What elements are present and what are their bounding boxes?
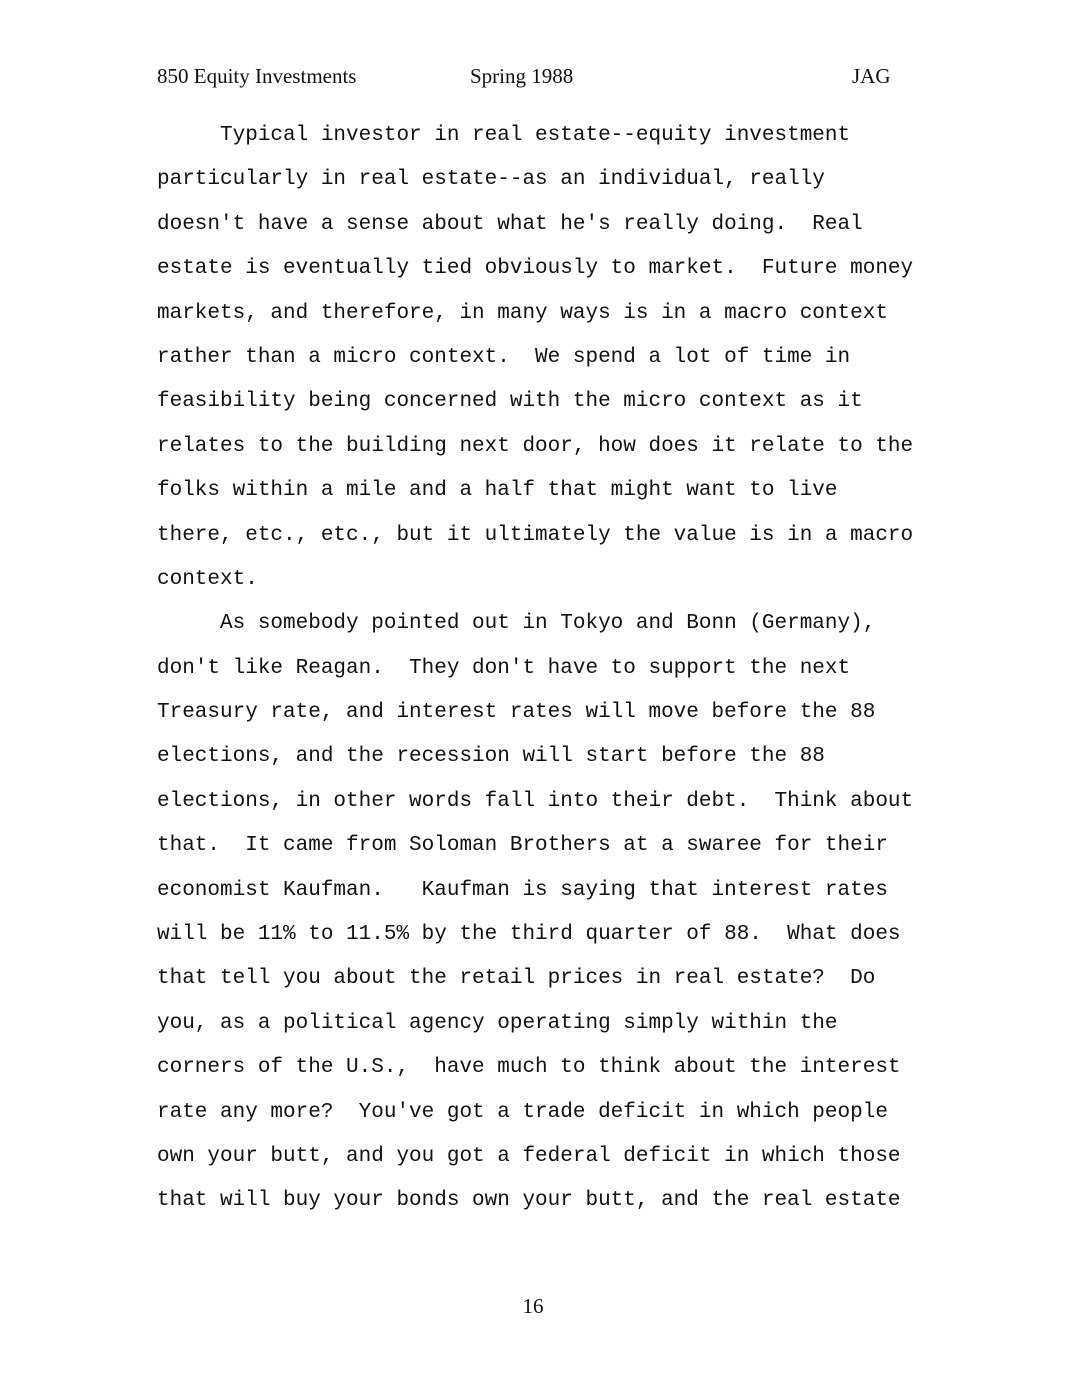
header-term: Spring 1988 [470,64,574,88]
text-line: there, etc., etc., but it ultimately the value is in a macro [157,523,914,547]
text-line: will be 11% to 11.5% by the third quarter of 88. What does [157,923,901,947]
text-line: Typical investor in real estate--equity investment [157,124,851,147]
text-line: own your butt, and you got a federal deficit in which those [157,1144,901,1168]
text-line: rather than a micro context. We spend a lot of time in [157,345,851,369]
text-line: particularly in real estate--as an individual, really [157,168,825,192]
text-line: Treasury rate, and interest rates will move before the 88 [157,701,876,725]
text-line: corners of the U.S., have much to think about the interest [157,1056,901,1080]
text-line: relates to the building next door, how does it relate to the [157,434,914,458]
page-number: 16 [522,1294,544,1318]
text-line: feasibility being concerned with the micro context as it [157,390,863,414]
text-line: that will buy your bonds own your butt, and the real estate [157,1189,901,1213]
text-line: As somebody pointed out in Tokyo and Bonn (Germany), [157,612,876,636]
text-line: estate is eventually tied obviously to market. Future money [157,257,914,281]
text-line: economist Kaufman. Kaufman is saying that interest rates [157,878,888,902]
text-line: markets, and therefore, in many ways is in a macro context [157,301,888,325]
text-line: that. It came from Soloman Brothers at a swaree for their [157,834,888,858]
text-line: elections, in other words fall into their debt. Think about [157,789,914,813]
text-line: you, as a political agency operating simply within the [157,1011,838,1035]
text-line: doesn't have a sense about what he's really doing. Real [157,212,863,236]
text-line: rate any more? You've got a trade deficit in which people [157,1100,888,1124]
text-line: elections, and the recession will start before the 88 [157,745,825,769]
text-line: folks within a mile and a half that might want to live [157,479,838,503]
header-initials: JAG [852,64,891,88]
transcript-body [157,114,937,1224]
text-line: context. [157,567,258,591]
text-line: don't like Reagan. They don't have to support the next [157,656,851,680]
text-line: that tell you about the retail prices in real estate? Do [157,967,876,991]
header-course-title: 850 Equity Investments [157,64,357,88]
